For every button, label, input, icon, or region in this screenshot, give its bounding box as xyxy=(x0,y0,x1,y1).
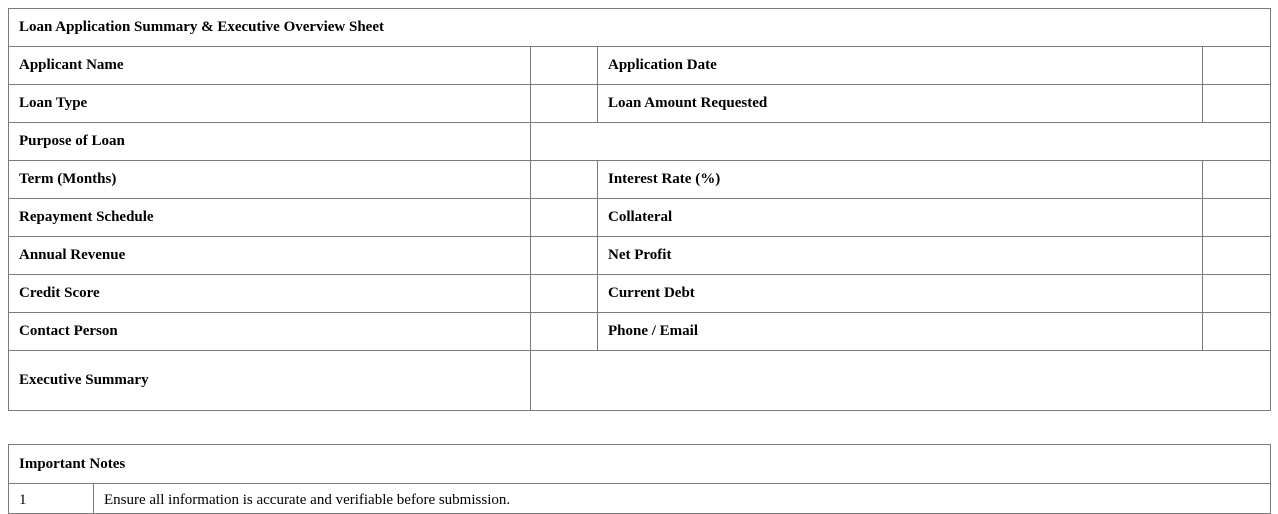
field-label: Applicant Name xyxy=(9,47,531,85)
field-label: Executive Summary xyxy=(9,351,531,411)
term-field[interactable] xyxy=(531,161,598,199)
applicant-name-field[interactable] xyxy=(531,47,598,85)
notes-title-row xyxy=(9,445,1271,484)
table-row xyxy=(9,85,1271,123)
table-row xyxy=(9,351,1271,411)
field-label: Loan Amount Requested xyxy=(598,85,1203,123)
title-row xyxy=(9,9,1271,47)
credit-score-field[interactable] xyxy=(531,275,598,313)
purpose-field[interactable] xyxy=(531,123,1271,161)
net-profit-field[interactable] xyxy=(1203,237,1271,275)
field-label: Interest Rate (%) xyxy=(598,161,1203,199)
phone-email-field[interactable] xyxy=(1203,313,1271,351)
collateral-field[interactable] xyxy=(1203,199,1271,237)
field-label: Collateral xyxy=(598,199,1203,237)
table-row xyxy=(9,199,1271,237)
table-row xyxy=(9,161,1271,199)
table-row xyxy=(9,47,1271,85)
loan-summary-table xyxy=(8,8,1271,411)
list-item xyxy=(9,484,1271,514)
notes-title: Important Notes xyxy=(9,445,1271,484)
field-label: Contact Person xyxy=(9,313,531,351)
application-date-field[interactable] xyxy=(1203,47,1271,85)
field-label: Current Debt xyxy=(598,275,1203,313)
field-label: Term (Months) xyxy=(9,161,531,199)
current-debt-field[interactable] xyxy=(1203,275,1271,313)
note-number: 1 xyxy=(9,484,94,514)
executive-summary-field[interactable] xyxy=(531,351,1271,411)
field-label: Phone / Email xyxy=(598,313,1203,351)
table-row xyxy=(9,237,1271,275)
field-label: Credit Score xyxy=(9,275,531,313)
note-text: Ensure all information is accurate and verifiable before submission. xyxy=(94,484,1271,514)
field-label: Repayment Schedule xyxy=(9,199,531,237)
field-label: Loan Type xyxy=(9,85,531,123)
table-row xyxy=(9,123,1271,161)
notes-table xyxy=(8,444,1271,514)
interest-rate-field[interactable] xyxy=(1203,161,1271,199)
repayment-schedule-field[interactable] xyxy=(531,199,598,237)
field-label: Annual Revenue xyxy=(9,237,531,275)
field-label: Application Date xyxy=(598,47,1203,85)
sheet-title: Loan Application Summary & Executive Overview Sheet xyxy=(9,9,1271,47)
contact-person-field[interactable] xyxy=(531,313,598,351)
field-label: Net Profit xyxy=(598,237,1203,275)
field-label: Purpose of Loan xyxy=(9,123,531,161)
annual-revenue-field[interactable] xyxy=(531,237,598,275)
table-row xyxy=(9,313,1271,351)
loan-amount-field[interactable] xyxy=(1203,85,1271,123)
loan-type-field[interactable] xyxy=(531,85,598,123)
table-row xyxy=(9,275,1271,313)
